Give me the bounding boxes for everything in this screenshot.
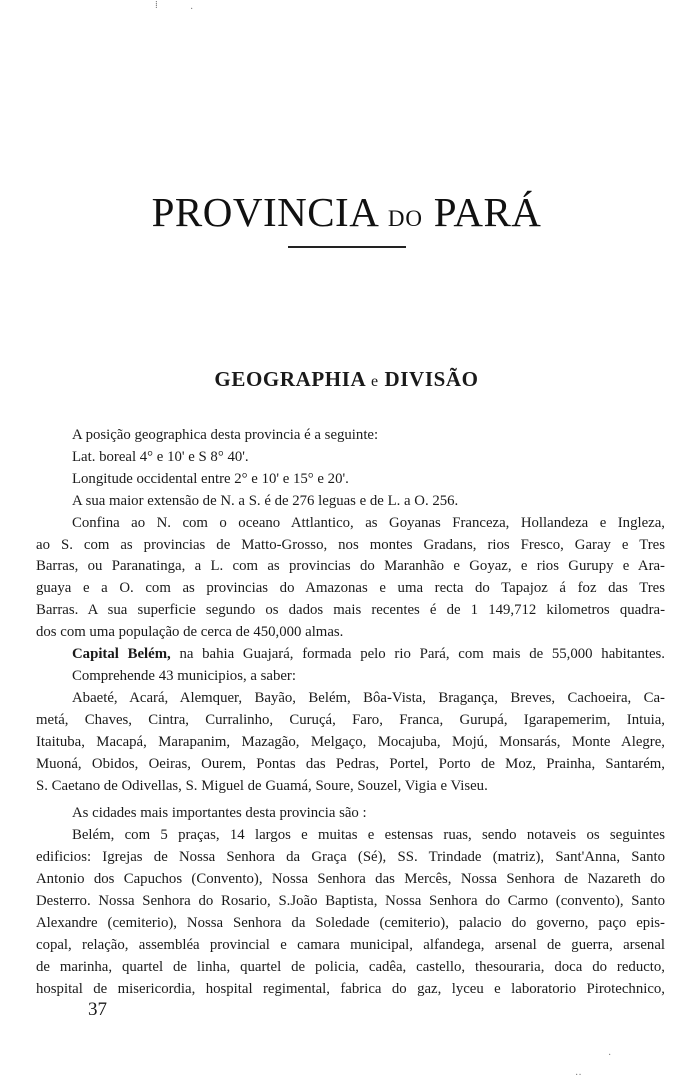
text-line: S. Caetano de Odivellas, S. Miguel de Guamá, Soure, Souzel, Vigia e Viseu. — [36, 777, 488, 794]
text-line: Muoná, Obidos, Oeiras, Ourem, Pontas das Pedras, Portel, Porto de Moz, Prainha, Santarém, — [36, 755, 665, 772]
body-text — [36, 425, 665, 1001]
text-line: Abaeté, Acará, Alemquer, Bayão, Belém, Bôa-Vista, Bragança, Breves, Cachoeira, Ca- — [72, 689, 665, 706]
text-line: Itaituba, Macapá, Marapanim, Mazagão, Melgaço, Mocajuba, Mojú, Monsarás, Monte Alegre, — [36, 733, 665, 750]
scan-mark: ⁞ — [155, 0, 158, 11]
text-line: Longitude occidental entre 2° e 10' e 15° e 20'. — [72, 470, 349, 487]
text-line: hospital de misericordia, hospital regimental, fabrica do gaz, lyceu e laboratorio Pirotechnico, — [36, 980, 665, 997]
capital-label: Capital Belém, — [72, 646, 171, 663]
text-line: A sua maior extensão de N. a S. é de 276 leguas e de L. a O. 256. — [72, 492, 459, 509]
text-line: Belém, com 5 praças, 14 largos e muitas e estensas ruas, sendo notaveis os seguintes — [72, 827, 665, 844]
page-number: 37 — [88, 999, 107, 1020]
text-line: copal, relação, assembléa provincial e camara municipal, alfandega, arsenal de guerra, arsenal — [36, 936, 665, 953]
text-line: dos com uma população de cerca de 450,000 almas. — [36, 624, 344, 641]
text-line: Alexandre (cemiterio), Nossa Senhora da Soledade (cemiterio), palacio do governo, paço epis- — [36, 914, 665, 931]
text-line: edificios: Igrejas de Nossa Senhora da Graça (Sé), SS. Trindade (matriz), Sant'Anna, Santo — [36, 849, 665, 866]
text-line: Barras. A sua superficie segundo os dados mais recentes é de 1 149,712 kilometros quadra- — [36, 602, 665, 619]
scan-mark: · — [190, 4, 194, 15]
capital-line: Capital Belém, na bahia Guajará, formada pelo rio Pará, com mais de 55,000 habitantes. — [72, 646, 665, 663]
title-divider — [288, 246, 406, 248]
scan-mark: ·· — [575, 1070, 582, 1081]
text-line: metá, Chaves, Cintra, Curralinho, Curuçá, Faro, Franca, Gurupá, Igarapemerim, Intuia, — [36, 711, 665, 728]
text-line: Lat. boreal 4° e 10' e S 8° 40'. — [72, 448, 249, 465]
text-line: A posição geographica desta provincia é a seguinte: — [72, 427, 379, 443]
text-line: As cidades mais importantes desta provincia são : — [72, 805, 367, 822]
text-line: ao S. com as provincias de Matto-Grosso, nos montes Gradans, rios Fresco, Garay e Tres — [36, 536, 665, 553]
page-title: PROVINCIA DO PARÁ — [151, 189, 542, 235]
text-line: Comprehende 43 municipios, a saber: — [72, 667, 296, 684]
text-line: de marinha, quartel de linha, quartel de policia, cadêa, castello, thesouraria, doca do reducto, — [36, 958, 665, 975]
section-heading: GEOGRAPHIA e DIVISÃO — [214, 367, 479, 391]
scan-mark: · — [608, 1050, 612, 1061]
text-line: guaya e a O. com as provincias do Amazonas e uma recta do Tapajoz á foz das Tres — [36, 580, 665, 597]
text-line: Barras, ou Paranatinga, a L. com as provincias do Maranhão e Goyaz, e rios Gurupy e Ara- — [36, 558, 665, 575]
text-line: Desterro. Nossa Senhora do Rosario, S.João Baptista, Nossa Senhora do Carmo (convento), Santo — [36, 893, 665, 910]
text-line: Antonio dos Capuchos (Convento), Nossa Senhora das Mercês, Nossa Senhora de Nazareth do — [36, 871, 665, 888]
text-line: Confina ao N. com o oceano Attlantico, as Goyanas Franceza, Hollandeza e Ingleza, — [72, 514, 665, 531]
